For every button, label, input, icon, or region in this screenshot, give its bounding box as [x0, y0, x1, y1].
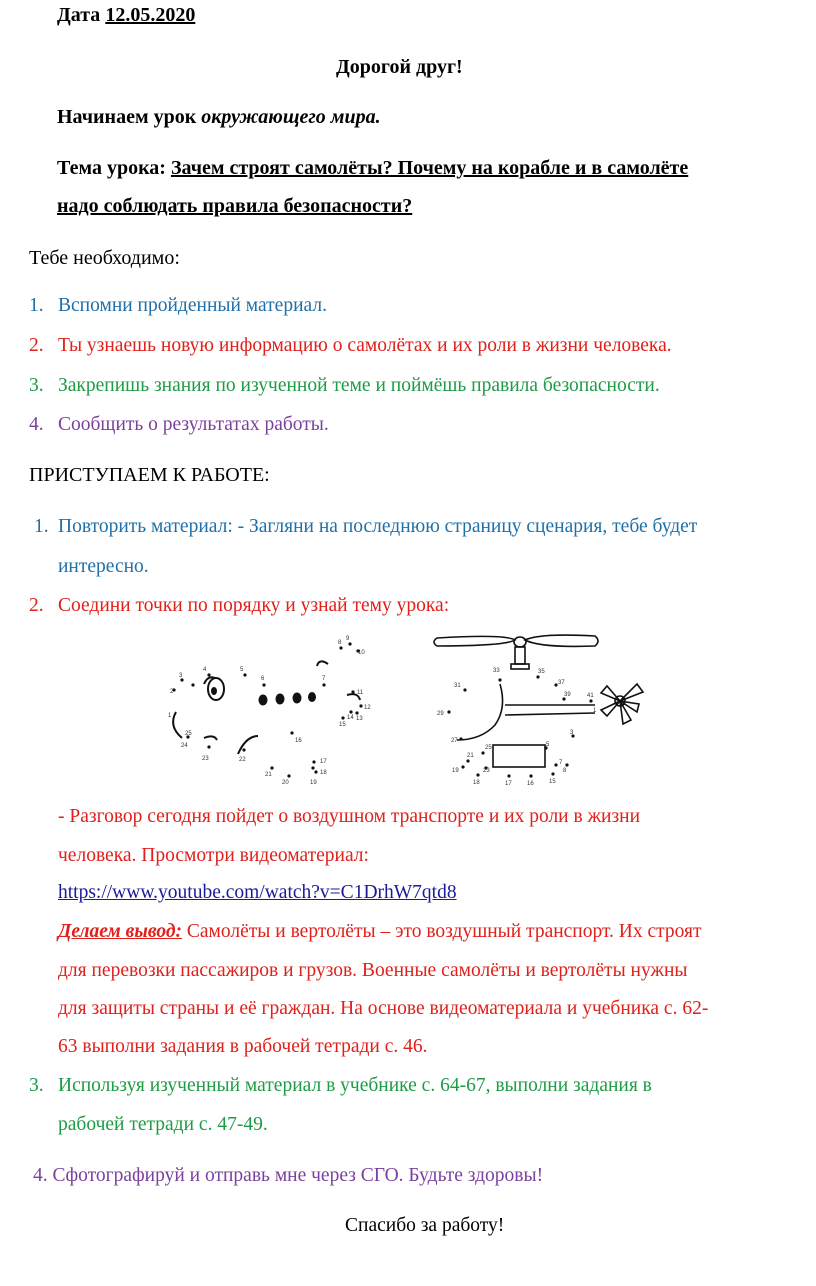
num-label: 15 — [339, 722, 346, 728]
rotor-hub — [514, 637, 526, 647]
num-label: 3 — [179, 673, 183, 679]
cargo-box — [493, 745, 545, 767]
rotor-right — [525, 635, 598, 646]
step-3-line-1 — [29, 1075, 652, 1097]
dot — [459, 737, 462, 740]
num-label: 25 — [185, 731, 192, 737]
video-link[interactable]: https://www.youtube.com/watch?v=C1DrhW7qtd8 — [58, 882, 457, 903]
dot — [322, 683, 325, 686]
lesson-intro — [57, 106, 381, 129]
num-label: 24 — [181, 743, 188, 749]
lesson-intro-text: Начинаем урок — [57, 106, 197, 128]
num-label: 37 — [558, 680, 565, 686]
dot — [461, 765, 464, 768]
dot — [447, 710, 450, 713]
dot-numbers — [168, 636, 371, 786]
dot-puzzle-helicopter — [425, 628, 665, 793]
date-value: 12.05.2020 — [105, 4, 196, 26]
dot — [339, 646, 342, 649]
dot — [351, 690, 354, 693]
tail-boom — [505, 705, 595, 715]
need-item-1 — [29, 295, 327, 317]
dot — [207, 745, 210, 748]
tail-blade — [601, 701, 620, 716]
rotor-left — [434, 636, 515, 646]
dot — [314, 770, 317, 773]
dot — [243, 673, 246, 676]
dot — [341, 716, 344, 719]
num-label: 17 — [320, 759, 327, 765]
num-label: 19 — [452, 768, 459, 774]
dot — [476, 773, 479, 776]
dot — [466, 759, 469, 762]
num-label: 1 — [168, 713, 172, 719]
dot — [554, 763, 557, 766]
step-1-line-1 — [34, 516, 697, 538]
num-label: 20 — [282, 780, 289, 786]
dot — [270, 766, 273, 769]
num-label: 33 — [493, 668, 500, 674]
conclusion-line-3: для защиты страны и её граждан. На основе видеоматериала и учебника с. 62- — [58, 998, 709, 1019]
dot — [481, 751, 484, 754]
num-label: 35 — [538, 669, 545, 675]
wing-curve — [238, 736, 258, 754]
dot — [589, 699, 592, 702]
num-label: 5 — [240, 667, 244, 673]
dot — [359, 704, 362, 707]
window-dot — [276, 694, 285, 705]
num-label: 5 — [546, 742, 550, 748]
dot — [355, 711, 358, 714]
need-text: Сообщить о результатах работы. — [58, 414, 329, 435]
talk-line-2: человека. Просмотри видеоматериал: — [58, 845, 369, 866]
num-label: 21 — [265, 772, 272, 778]
window-dot — [259, 695, 268, 706]
rotor-base — [511, 664, 529, 669]
dot — [498, 678, 501, 681]
num-label: 22 — [239, 757, 246, 763]
tail-blade — [601, 686, 620, 701]
dot — [311, 766, 314, 769]
need-text: Вспомни пройденный материал. — [58, 295, 327, 316]
topic-text-1: Зачем строят самолёты? Почему на корабле и в самолёте — [170, 157, 689, 179]
dot — [536, 675, 539, 678]
need-num: 4. — [29, 414, 44, 435]
num-label: 23 — [202, 756, 209, 762]
dot — [290, 731, 293, 734]
dot — [551, 772, 554, 775]
conclusion-line-4: 63 выполни задания в рабочей тетради с. 46. — [58, 1036, 428, 1057]
date-label: Дата — [57, 4, 101, 26]
num-label: 19 — [310, 780, 317, 786]
num-label: 27 — [451, 738, 458, 744]
topic-line-2: надо соблюдать правила безопасности? — [57, 195, 413, 217]
conclusion-label: Делаем вывод: — [58, 921, 183, 942]
num-label: 12 — [364, 705, 371, 711]
tail-curve — [317, 661, 328, 666]
num-label: 17 — [505, 781, 512, 787]
need-item-3 — [29, 375, 660, 397]
cabin-curve — [457, 684, 503, 740]
window-dot — [293, 693, 302, 704]
dot — [507, 774, 510, 777]
pupil — [211, 687, 217, 695]
num-label: 8 — [563, 768, 567, 774]
num-label: 14 — [347, 715, 354, 721]
num-label: 16 — [527, 781, 534, 787]
num-label: 18 — [320, 770, 327, 776]
topic-label: Тема урока: — [57, 157, 166, 179]
wheel-curve — [204, 736, 217, 740]
conclusion-text: Самолёты и вертолёты – это воздушный транспорт. Их строят — [186, 921, 702, 942]
dot — [348, 642, 351, 645]
num-label: 11 — [357, 690, 364, 696]
num-label: 15 — [549, 779, 556, 785]
work-title: ПРИСТУПАЕМ К РАБОТЕ: — [29, 464, 270, 486]
lesson-subject: окружающего мира. — [201, 106, 381, 128]
num-label: 1 — [593, 708, 597, 714]
dot — [191, 683, 194, 686]
step-num: 1. — [34, 516, 49, 537]
dot — [207, 673, 210, 676]
dot-puzzle-airplane — [160, 630, 390, 790]
step-text: Используя изученный материал в учебнике с. 64-67, выполни задания в — [58, 1075, 652, 1096]
num-label: 6 — [261, 676, 265, 682]
num-label: 25 — [485, 745, 492, 751]
need-text: Ты узнаешь новую информацию о самолётах и их роли в жизни человека. — [58, 335, 672, 356]
step-1-line-2: интересно. — [58, 556, 149, 577]
num-label: 13 — [356, 716, 363, 722]
topic-line-1 — [57, 157, 688, 180]
num-label: 21 — [467, 753, 474, 759]
tail-blade — [620, 684, 643, 701]
num-label: 16 — [295, 738, 302, 744]
nose-curve — [173, 712, 182, 738]
rotor-mast — [515, 647, 525, 664]
num-label: 39 — [564, 692, 571, 698]
greeting: Дорогой друг! — [336, 56, 463, 78]
window-dot — [308, 692, 316, 702]
num-label: 7 — [322, 676, 326, 682]
num-label: 2 — [170, 689, 174, 695]
need-text: Закрепишь знания по изученной теме и поймёшь правила безопасности. — [58, 375, 660, 396]
dot — [463, 688, 466, 691]
needs-title: Тебе необходимо: — [29, 247, 180, 269]
dot — [349, 710, 352, 713]
num-label: 4 — [203, 667, 207, 673]
dot — [287, 774, 290, 777]
num-label: 9 — [346, 636, 350, 642]
num-label: 29 — [437, 711, 444, 717]
step-text: Соедини точки по порядку и узнай тему урока: — [58, 595, 450, 616]
need-num: 3. — [29, 375, 44, 396]
step-2 — [29, 595, 449, 617]
num-label: 8 — [338, 640, 342, 646]
dot — [565, 763, 568, 766]
step-num: 2. — [29, 595, 44, 616]
step-3-line-2: рабочей тетради с. 47-49. — [58, 1114, 268, 1135]
conclusion-line-2: для перевозки пассажиров и грузов. Военные самолёты и вертолёты нужны — [58, 960, 688, 981]
date-line — [57, 4, 195, 27]
dot-numbers — [437, 668, 597, 787]
need-item-2 — [29, 335, 672, 357]
dot — [529, 774, 532, 777]
step-4: 4. Сфотографируй и отправь мне через СГО. Будьте здоровы! — [33, 1165, 544, 1186]
dot — [242, 748, 245, 751]
conclusion-line-1 — [58, 921, 702, 943]
num-label: 18 — [473, 780, 480, 786]
dot — [262, 683, 265, 686]
num-label: 3 — [570, 730, 574, 736]
need-item-4 — [29, 414, 329, 436]
thanks: Спасибо за работу! — [345, 1215, 505, 1236]
need-num: 2. — [29, 335, 44, 356]
num-label: 7 — [559, 760, 563, 766]
step-text: Повторить материал: - Загляни на последнюю страницу сценария, тебе будет — [58, 516, 698, 537]
num-label: 41 — [587, 693, 594, 699]
step-num: 3. — [29, 1075, 44, 1096]
num-label: 31 — [454, 683, 461, 689]
num-label: 10 — [358, 650, 365, 656]
num-label: 23 — [483, 768, 490, 774]
need-num: 1. — [29, 295, 44, 316]
dot — [312, 760, 315, 763]
talk-line-1: - Разговор сегодня пойдет о воздушном транспорте и их роли в жизни — [58, 806, 641, 827]
